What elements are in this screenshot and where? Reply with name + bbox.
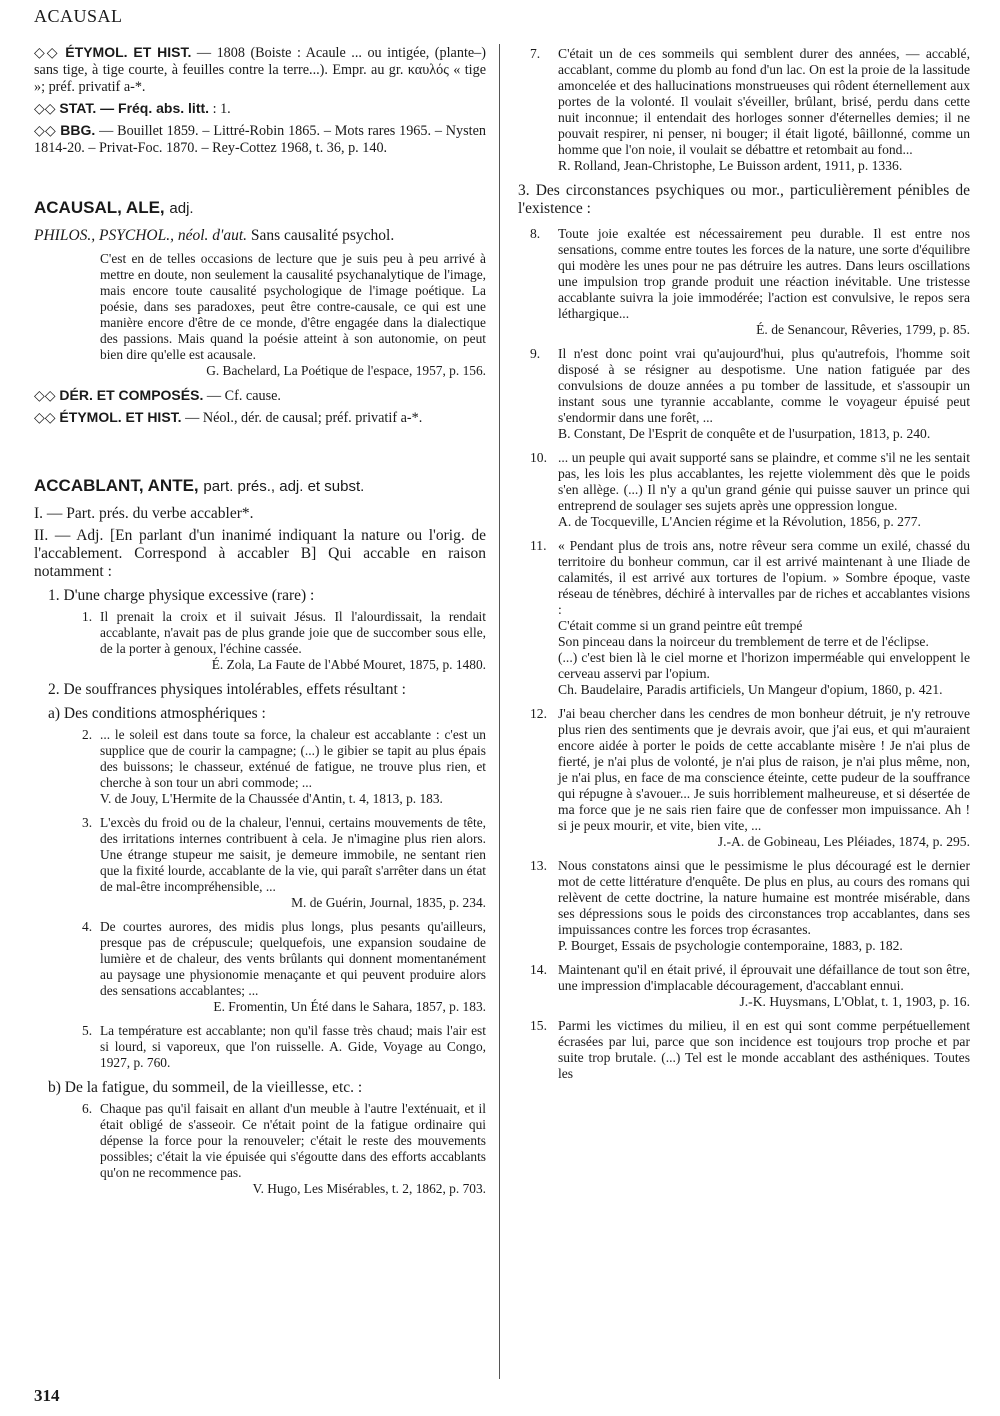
quote-source: É. de Senancour, Rêveries, 1799, p. 85. — [756, 322, 970, 337]
quote-number: 8. — [530, 226, 541, 241]
quote-text: Il n'est donc point vrai qu'aujourd'hui, plus qu'autrefois, l'homme soit disposé à se résigner au despotisme. Une nation fatiguée par des convulsions de douze années a pu tomber de lassitude, et s'assoupir un instant sous une tyrannie accablante, comme le voyageur épuisé peut s'endormir dans une forêt, ... — [558, 346, 970, 425]
quote-number: 15. — [530, 1018, 547, 1033]
acausal-definition — [34, 227, 486, 245]
top-stat-label: ◇◇ STAT. — Fréq. abs. litt. — [34, 100, 210, 116]
quote-text: Maintenant qu'il en était privé, il éprouvait une défaillance de tout son être, une impression d'implacable découragement, d'accablant ennui. — [558, 962, 970, 993]
acausal-der-label: ◇◇ DÉR. ET COMPOSÉS. — [34, 387, 204, 403]
top-bbg-label: ◇◇ BBG. — [34, 122, 96, 138]
acausal-etymol-label: ◇◇ ÉTYMOL. ET HIST. — [34, 409, 182, 425]
quote-2 — [82, 727, 486, 807]
top-stat-text: : 1. — [212, 101, 231, 117]
running-header: ACAUSAL — [34, 6, 123, 26]
quote-4 — [82, 919, 486, 1015]
acausal-quote — [100, 251, 486, 379]
accablant-sense-2: II. — Adj. [En parlant d'un inanimé indiquant la nature ou l'orig. de l'accablement. Correspond à accabler B] Qui accable en raison notamment : — [34, 527, 486, 580]
acausal-usage: néol. d'aut. — [177, 227, 248, 244]
quote-10 — [530, 450, 970, 530]
entry-title-acausal — [34, 199, 486, 217]
quote-text: ... un peuple qui avait supporté sans se plaindre, et comme s'il ne les sentait pas, les lois les plus accablantes, les rejette violemment dès que le poids s'en allège. (...) Il n'y a qu'un grand génie qui puisse sauver un prince qui entreprend de soulager ses sujets après une oppression longue. — [558, 450, 970, 513]
acausal-der-section — [34, 387, 486, 405]
quote-number: 1. — [82, 609, 93, 624]
top-stat-section — [34, 100, 486, 118]
quote-text: Parmi les victimes du milieu, il en est qui sont comme perpétuellement écrasées par lui, parce que son incidence est toujours trop proche et par suite trop brutale. (...) Tel est le monde accablant des asthéniques. Toutes les — [558, 1018, 970, 1081]
acausal-etymol-text: — Néol., dér. de causal; préf. privatif a-*. — [185, 410, 423, 426]
quote-15 — [530, 1018, 970, 1082]
quote-source: R. Rolland, Jean-Christophe, Le Buisson ardent, 1911, p. 1336. — [558, 158, 903, 173]
quote-source: V. Hugo, Les Misérables, t. 2, 1862, p. 703. — [252, 1181, 486, 1196]
quote-source: V. de Jouy, L'Hermite de la Chaussée d'Antin, t. 4, 1813, p. 183. — [100, 791, 443, 806]
quote-source: P. Bourget, Essais de psychologie contemporaine, 1883, p. 182. — [558, 938, 903, 953]
quote-8 — [530, 226, 970, 338]
quote-number: 2. — [82, 727, 93, 742]
quote-source: A. de Tocqueville, L'Ancien régime et la Révolution, 1856, p. 277. — [558, 514, 921, 529]
quote-number: 3. — [82, 815, 93, 830]
quote-6 — [82, 1101, 486, 1197]
quote-text: Toute joie exaltée est nécessairement peu durable. Il est entre nos sensations, comme entre toutes les forces de la nature, une sorte d'équilibre qui modère les unes pour ne pas détruire les autres. Dans leurs oscillations une impulsion trop grande produit une réaction inévitable. Une tristesse accablante suivra la joie immodérée; l'action est convulsive, le repos sera léthargique... — [558, 226, 970, 321]
accablant-pos: part. prés., adj. et subst. — [203, 478, 365, 495]
acausal-def-text: Sans causalité psychol. — [250, 227, 395, 244]
quote-source: M. de Guérin, Journal, 1835, p. 234. — [291, 895, 486, 910]
quote-text: J'ai beau chercher dans les cendres de mon bonheur détruit, je n'y retrouve plus rien des sentiments que je devrais avoir, que j'ai eus, et qui m'auraient encore aidée à porter le poids de cette accablante misère ! Je n'ai plus de fierté, je n'ai plus de volonté, je n'ai plus de raison, je n'ai plus même, non, je n'ai plus, en face de ma conscience éteinte, cette pudeur de la souffrance qui répugne à s'avouer... Je suis horriblement malheureuse, et si désertée de ma force que je ne sais rien faire que de confesser mon impuissance. Ah ! si je peux mourir, et vite, bien vite, ... — [558, 706, 970, 833]
quote-3 — [82, 815, 486, 911]
subsense-1: 1. D'une charge physique excessive (rare) : — [48, 587, 315, 604]
quote-7 — [530, 46, 970, 174]
acausal-pos: adj. — [169, 200, 194, 217]
quote-number: 6. — [82, 1101, 93, 1116]
top-etymol-label: ◇◇ ÉTYMOL. ET HIST. — [34, 44, 192, 60]
quote-source: J.-A. de Gobineau, Les Pléiades, 1874, p. 295. — [717, 834, 970, 849]
left-column — [34, 44, 486, 1205]
quote-11 — [530, 538, 970, 698]
subsense-3: 3. Des circonstances psychiques ou mor., particulièrement pénibles de l'existence : — [518, 182, 970, 217]
quote-number: 14. — [530, 962, 547, 977]
quote-source: J.-K. Huysmans, L'Oblat, t. 1, 1903, p. 16. — [739, 994, 970, 1009]
column-divider — [499, 44, 500, 1379]
quote-14 — [530, 962, 970, 1010]
subsense-2a: a) Des conditions atmosphériques : — [48, 705, 266, 722]
right-column — [518, 46, 970, 1090]
quote-source: Ch. Baudelaire, Paradis artificiels, Un Mangeur d'opium, 1860, p. 421. — [558, 682, 943, 697]
top-etymol-text: — 1808 (Boiste : Acaule ... ou intigée, (plante–) sans tige, à tige courte, à feuilles contre la terre...). Empr. au gr. καυλός « tige »; préf. privatif a-*. — [34, 45, 487, 95]
acausal-der-text: — Cf. cause. — [206, 388, 281, 404]
quote-12 — [530, 706, 970, 850]
page-number: 314 — [34, 1386, 60, 1405]
verse-line: C'était comme si un grand peintre eût trempé — [558, 618, 803, 633]
quote-source: E. Fromentin, Un Été dans le Sahara, 1857, p. 183. — [213, 999, 486, 1014]
quote-text: ... le soleil est dans toute sa force, la chaleur est accablante : c'est un supplice que de courir la campagne; (...) le gibier se tapit au plus épais des buissons; le chasseur, exténué de fatigue, ne trouve plus rien, et cherche à son tour un abri commode; ... — [100, 727, 486, 790]
quote-text: Nous constatons ainsi que le pessimisme le plus découragé est le dernier mot de cette littérature d'enquête. De plus en plus, au cours des romans qui relèvent de cette doctrine, la nature humaine est montrée misérable, dans ses dépressions sous le poids des circonstances trop accablantes, dans ses impuissances contre les forces trop écrasantes. — [558, 858, 970, 937]
quote-number: 11. — [530, 538, 547, 553]
quote-number: 7. — [530, 46, 541, 61]
verse-line: (...) c'est bien là le ciel morne et l'horizon imperméable qui enveloppent le cerveau asservi par l'opium. — [558, 650, 970, 681]
quote-text: Il prenait la croix et il suivait Jésus. Il l'alourdissait, la rendait accablante, n'avait pas de plus grande joie que de succomber sous elle, de la porter à genoux, l'échine cassée. — [100, 609, 486, 656]
acausal-headword: ACAUSAL, ALE, — [34, 198, 165, 217]
acausal-domain: PHILOS., PSYCHOL., — [34, 227, 174, 244]
quote-source: É. Zola, La Faute de l'Abbé Mouret, 1875, p. 1480. — [211, 657, 486, 672]
subsense-2b: b) De la fatigue, du sommeil, de la vieillesse, etc. : — [48, 1079, 363, 1096]
subsense-2: 2. De souffrances physiques intolérables, effets résultant : — [48, 681, 406, 698]
top-bbg-section — [34, 122, 486, 157]
quote-text: De courtes aurores, des midis plus longs, plus pesants qu'ailleurs, presque pas de crépuscule; quelquefois, une expansion soudaine de lumière et de chaleur, des vents brûlants qui donnent momentanément au paysage une physionomie menaçante et qui peuvent produire alors des sensations accablantes; ... — [100, 919, 486, 998]
acausal-quote-text: C'est en de telles occasions de lecture que je suis peu à peu arrivé à mettre en doute, non seulement la causalité psychanalytique de l'image, mais encore toute causalité psychologique de l'image poétique. La poésie, dans ses paradoxes, peut être contre-causale, ce qui est une manière encore d'être de ce monde, d'être engagée dans la dialectique des passions. Mais quand la poésie atteint à son autonomie, on peut bien dire qu'elle est acausale. — [100, 251, 486, 362]
quote-text: « Pendant plus de trois ans, notre rêveur sera comme un exilé, chassé du territoire du bonheur commun, car il est arrivé maintenant à une Iliade de calamités, il est arrivé aux tortures de l'opium. » Sombre époque, vaste réseau de ténèbres, déchiré à intervalles par de riches et accablantes visions : — [558, 538, 970, 617]
quote-9 — [530, 346, 970, 442]
quote-number: 12. — [530, 706, 547, 721]
quote-number: 4. — [82, 919, 93, 934]
quote-text: La température est accablante; non qu'il fasse très chaud; mais l'air est si lourd, si vaporeux, que l'on ruisselle. A. Gide, Voyage au Congo, 1927, p. 760. — [100, 1023, 486, 1070]
accablant-headword: ACCABLANT, ANTE, — [34, 476, 199, 495]
quote-source: B. Constant, De l'Esprit de conquête et de l'usurpation, 1813, p. 240. — [558, 426, 931, 441]
quote-number: 9. — [530, 346, 541, 361]
quote-number: 13. — [530, 858, 547, 873]
quote-13 — [530, 858, 970, 954]
quote-number: 5. — [82, 1023, 93, 1038]
accablant-sense-1: I. — Part. prés. du verbe accabler*. — [34, 505, 254, 522]
quote-1 — [82, 609, 486, 673]
quote-text: Chaque pas qu'il faisait en allant d'un meuble à l'autre l'exténuait, et il était obligé de s'asseoir. Ce n'était point de la fatigue ordinaire qui dépense la force pour la renouveler; c'était le reste des mouvements possibles; c'était la vie épuisée qui s'égoutte dans des efforts accablants qu'on ne recommence pas. — [100, 1101, 486, 1180]
quote-text: L'excès du froid ou de la chaleur, l'ennui, certains mouvements de tête, des irritations internes contribuent à cela. Je n'imagine plus rien alors. Une étrange stupeur me saisit, je demeure immobile, ne sentant rien que la fixité lourde, accablante de la vie, qui paraît s'arrêter dans un état de mal-être incompréhensible, ... — [100, 815, 486, 894]
quote-text: C'était un de ces sommeils qui semblent durer des années, — accablé, accablant, comme du plomb au fond d'un lac. On est la proie de la lassitude amoncelée et des hallucinations monstrueuses qui rôdent éternellement aux portes de la volonté. Il voulait s'éveiller, brûlant, brisé, perdu dans cette nuit inconnue; il entendait des horloges sonner d'éternelles demies; il ne pouvait respirer, ni penser, ni bouger; il était ligoté, bâillonné, comme un homme que l'on noie, il voulait se débattre et retombait au fond... — [558, 46, 970, 157]
acausal-quote-source: G. Bachelard, La Poétique de l'espace, 1957, p. 156. — [206, 363, 486, 378]
entry-title-accablant — [34, 477, 486, 495]
acausal-etymol-section — [34, 409, 486, 427]
top-etymol-section — [34, 44, 486, 96]
top-bbg-text: — Bouillet 1859. – Littré-Robin 1865. – Mots rares 1965. – Nysten 1814-20. – Privat-Foc. 1870. – Rey-Cottez 1968, t. 36, p. 140. — [34, 123, 486, 156]
verse-line: Son pinceau dans la noirceur du tremblement de terre et de l'éclipse. — [558, 634, 929, 649]
quote-5 — [82, 1023, 486, 1071]
quote-number: 10. — [530, 450, 547, 465]
